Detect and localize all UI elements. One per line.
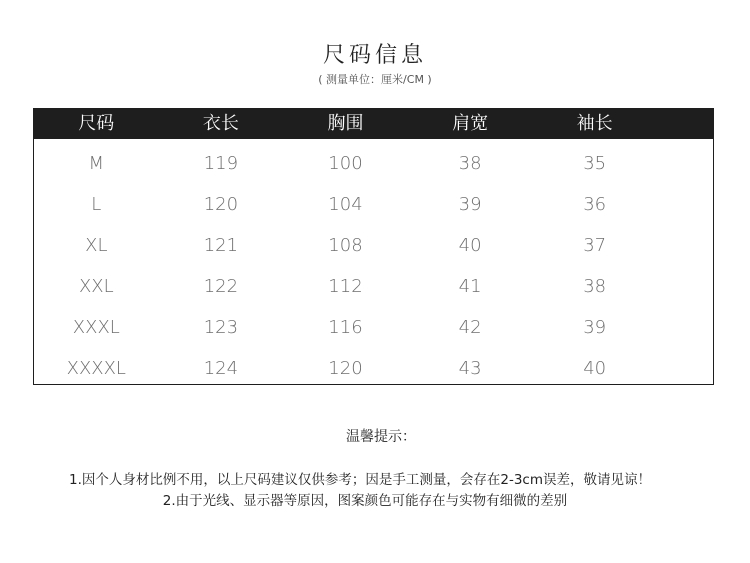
table-row (34, 184, 713, 225)
table-cell: 124 (203, 358, 239, 379)
table-cell: 40 (583, 358, 607, 379)
table-row (34, 143, 713, 184)
table-cell: 120 (328, 358, 363, 379)
tips-heading: 温馨提示： (346, 429, 416, 445)
table-cell: 108 (328, 235, 363, 256)
table-cell: 36 (583, 194, 607, 215)
column-header-chest: 胸围 (327, 113, 364, 134)
table-cell: XXXXL (66, 358, 126, 379)
measurement-unit-note: ( 测量单位：厘米/CM ) (318, 73, 432, 86)
column-header-shoulder: 肩宽 (452, 113, 489, 134)
table-cell: 42 (458, 317, 482, 338)
table-cell: 38 (458, 153, 482, 174)
table-header-row (34, 109, 713, 139)
table-cell: 43 (458, 358, 482, 379)
table-cell: XXL (78, 276, 114, 297)
table-cell: M (88, 153, 105, 174)
table-cell: 112 (328, 276, 363, 297)
column-header-size: 尺码 (78, 113, 115, 134)
table-row (34, 348, 713, 389)
table-cell: 39 (458, 194, 482, 215)
table-cell: 121 (203, 235, 239, 256)
table-body (34, 139, 713, 389)
table-row (34, 266, 713, 307)
table-cell: 100 (328, 153, 363, 174)
table-cell: L (91, 194, 102, 215)
column-header-length: 衣长 (202, 113, 239, 134)
column-header-sleeve: 袖长 (576, 113, 613, 134)
size-table (33, 108, 714, 385)
table-cell: 41 (458, 276, 482, 297)
table-cell: 116 (328, 317, 363, 338)
table-cell: 104 (328, 194, 363, 215)
page-title: 尺码信息 (322, 43, 427, 68)
table-cell: 122 (203, 276, 239, 297)
table-row (34, 307, 713, 348)
table-cell: 119 (203, 153, 239, 174)
table-cell: 38 (583, 276, 607, 297)
tip-line-2: 2.由于光线、显示器等原因，图案颜色可能存在与实物有细微的差别 (162, 493, 568, 509)
table-cell: 120 (203, 194, 239, 215)
table-row (34, 225, 713, 266)
table-cell: 40 (458, 235, 482, 256)
table-cell: 37 (583, 235, 607, 256)
table-cell: XL (85, 235, 108, 256)
table-cell: 39 (583, 317, 607, 338)
table-cell: 123 (203, 317, 239, 338)
table-cell: XXXL (72, 317, 120, 338)
tip-line-1: 1.因个人身材比例不用，以上尺码建议仅供参考；因是手工测量，会存在2-3cm误差，敬请见谅！ (68, 472, 651, 488)
table-cell: 35 (583, 153, 607, 174)
